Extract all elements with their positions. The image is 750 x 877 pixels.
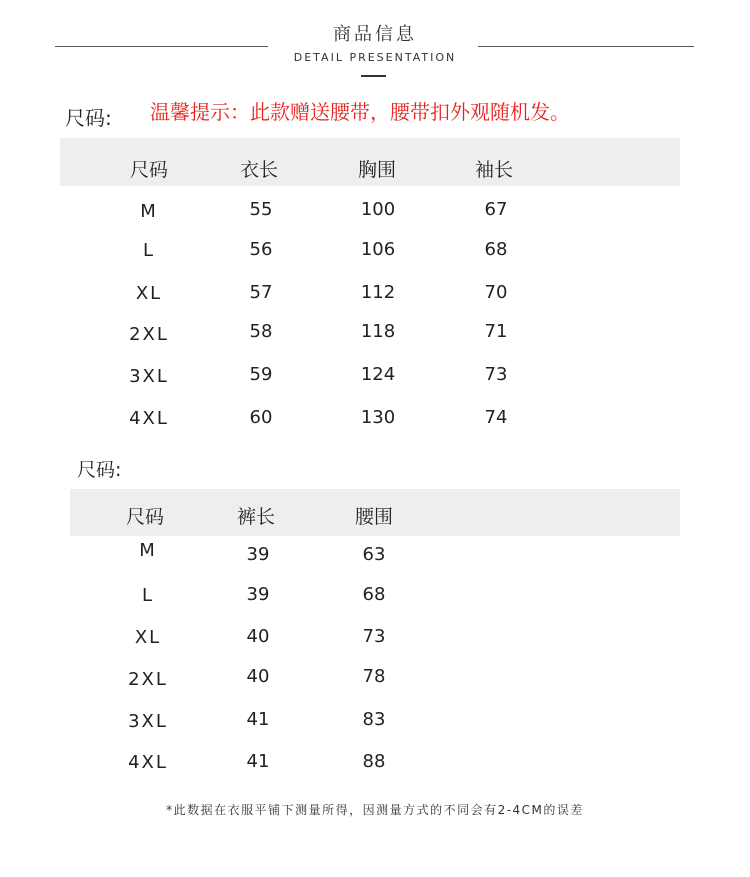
chest-cell: 130 xyxy=(360,407,396,428)
chest-cell: 106 xyxy=(360,239,396,260)
pants-length-cell: 39 xyxy=(246,544,270,565)
sleeve-cell: 68 xyxy=(484,239,508,260)
length-cell: 59 xyxy=(249,364,273,385)
header-title-en: DETAIL PRESENTATION xyxy=(293,51,457,64)
sleeve-cell: 71 xyxy=(484,321,508,342)
sleeve-cell: 73 xyxy=(484,364,508,385)
pants-length-cell: 41 xyxy=(246,709,270,730)
size-label: 尺码: xyxy=(65,106,112,130)
size-cell: XL xyxy=(135,283,163,304)
chest-cell: 124 xyxy=(360,364,396,385)
length-cell: 55 xyxy=(249,199,273,220)
size-cell: 2XL xyxy=(129,324,169,345)
size-cell: 3XL xyxy=(129,366,169,387)
length-cell: 56 xyxy=(249,239,273,260)
sleeve-cell: 67 xyxy=(484,199,508,220)
waist-cell: 88 xyxy=(362,751,386,772)
pants-header-length: 裤长 xyxy=(236,506,275,528)
waist-cell: 73 xyxy=(362,626,386,647)
size-cell: L xyxy=(141,585,155,606)
pants-header-waist: 腰围 xyxy=(354,506,393,528)
top-header-sleeve: 袖长 xyxy=(474,159,513,181)
size-cell: 2XL xyxy=(128,669,168,690)
notice-text: 温馨提示：此款赠送腰带，腰带扣外观随机发。 xyxy=(150,100,570,124)
header-rule-left xyxy=(55,46,268,47)
chest-cell: 100 xyxy=(360,199,396,220)
chest-cell: 118 xyxy=(360,321,396,342)
size-cell: M xyxy=(140,201,158,222)
pants-header-size: 尺码 xyxy=(125,506,164,528)
pants-length-cell: 40 xyxy=(246,666,270,687)
pants-length-cell: 39 xyxy=(246,584,270,605)
size-cell: XL xyxy=(134,627,162,648)
waist-cell: 68 xyxy=(362,584,386,605)
waist-cell: 78 xyxy=(362,666,386,687)
pants-length-cell: 41 xyxy=(246,751,270,772)
sleeve-cell: 70 xyxy=(484,282,508,303)
length-cell: 57 xyxy=(249,282,273,303)
sleeve-cell: 74 xyxy=(484,407,508,428)
length-cell: 60 xyxy=(249,407,273,428)
header-title-cn: 商品信息 xyxy=(333,24,417,45)
chest-cell: 112 xyxy=(360,282,396,303)
size-cell: 3XL xyxy=(128,711,168,732)
size-cell: 4XL xyxy=(129,408,169,429)
header-underline xyxy=(361,75,386,77)
measurement-footnote: *此数据在衣服平铺下测量所得，因测量方式的不同会有2-4CM的误差 xyxy=(166,803,584,817)
top-header-size: 尺码 xyxy=(129,159,168,181)
waist-cell: 63 xyxy=(362,544,386,565)
length-cell: 58 xyxy=(249,321,273,342)
top-header-length: 衣长 xyxy=(239,159,278,181)
size-cell: 4XL xyxy=(128,752,168,773)
size-cell: M xyxy=(139,540,157,561)
pants-size-label: 尺码: xyxy=(77,459,122,481)
waist-cell: 83 xyxy=(362,709,386,730)
top-header-chest: 胸围 xyxy=(357,159,396,181)
size-cell: L xyxy=(142,240,156,261)
header-rule-right xyxy=(478,46,694,47)
pants-length-cell: 40 xyxy=(246,626,270,647)
